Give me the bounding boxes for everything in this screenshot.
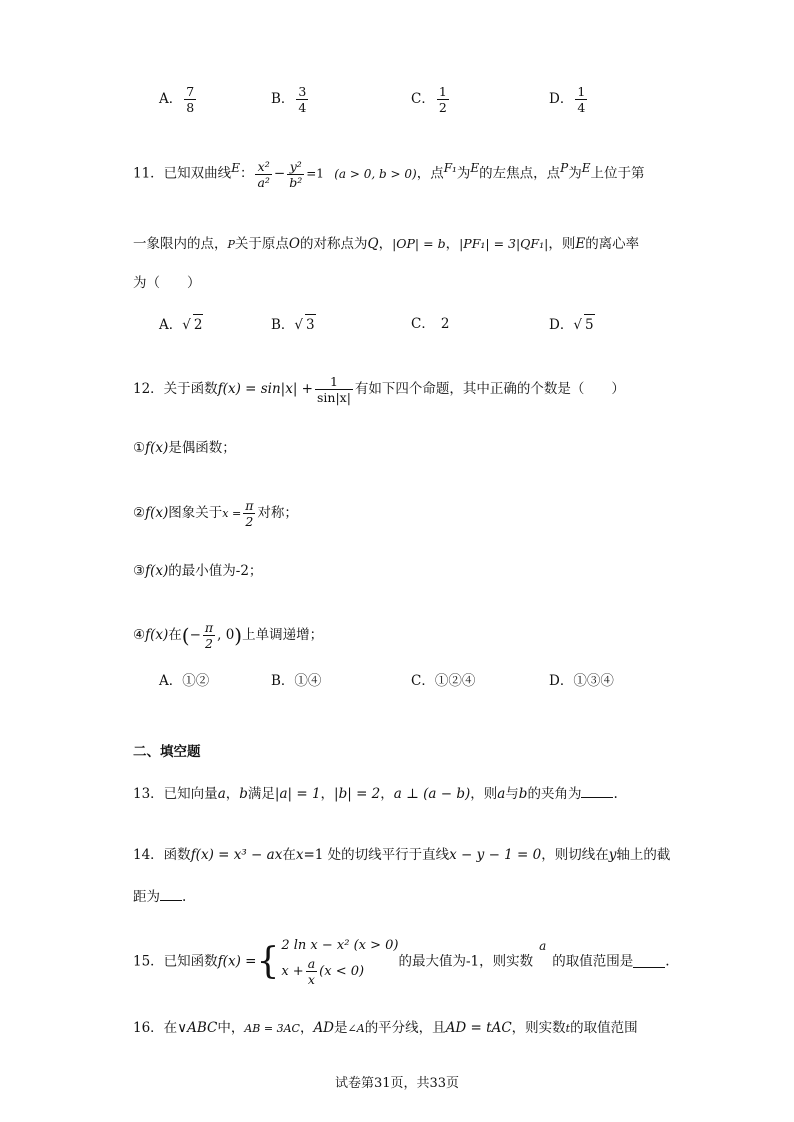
q12-prop-1: ①f(x)是偶函数； <box>133 440 236 456</box>
q10-option-a: A． $\frac{7}{8}$ <box>159 84 195 115</box>
q12-stem: 12．关于函数f(x) = sin|x| + $\frac{1}{\sin|x|}$ 有如下四个命题，其中正确的个数是（ ） <box>133 374 625 405</box>
q11-option-a: A．√ 2 <box>159 314 203 335</box>
q16: 16．在∨ABC中，AB = 3AC，AD是∠A的平分线，且AD = tAC，则实数t的取值范围 <box>133 1020 638 1036</box>
page-footer: 试卷第31页，共33页 <box>334 1076 460 1091</box>
q11-line2: 一象限内的点，P关于原点O的对称点为Q，|OP| = b，|PF₁| = 3|QF₁|，则E的离心率 <box>133 236 640 252</box>
section-title: 二、填空题 <box>133 744 201 760</box>
q12-option-b: B．①④ <box>271 673 322 689</box>
q12-prop-4: ④f(x)在(− $\frac{\pi}{2}$ , 0)上单调递增； <box>133 620 324 651</box>
q11-option-c: C． 2 <box>411 316 450 332</box>
q12-option-d: D．①③④ <box>549 673 614 689</box>
q15: 15．已知函数f(x) ={ 2 ln x − x² (x > 0) x + $\frac{a}{x}$ (x < 0) 的最大值为-1，则实数a的取值范围是 . <box>133 938 670 987</box>
q14-line2: 距为 . <box>133 889 187 905</box>
q10-option-c: C． $\frac{1}{2}$ <box>411 84 447 115</box>
q10-option-b: B． $\frac{3}{4}$ <box>271 84 307 115</box>
q12-option-a: A．①② <box>159 673 210 689</box>
q13-answer-blank[interactable] <box>581 785 613 798</box>
q14-answer-blank[interactable] <box>160 888 182 901</box>
q15-answer-blank[interactable] <box>633 955 665 968</box>
q13: 13．已知向量a，b满足|a| = 1，|b| = 2，a ⊥ (a − b)，则a与b的夹角为 . <box>133 786 618 802</box>
q10-option-d: D． $\frac{1}{4}$ <box>549 84 586 115</box>
q11-line3: 为（ ） <box>133 275 201 291</box>
q14-line1: 14．函数f(x) = x³ − ax在x=1 处的切线平行于直线x − y − 1 = 0，则切线在y轴上的截 <box>133 847 671 863</box>
q12-prop-2: ②f(x)图象关于x = $\frac{\pi}{2}$ 对称； <box>133 498 298 529</box>
q11-option-b: B．√ 3 <box>271 314 316 335</box>
q12-prop-3: ③f(x)的最小值为-2； <box>133 563 263 579</box>
q11-line1: 11．已知双曲线E： $\frac{\text{x²}}{\text{a²}}$ − $\frac{\text{y²}}{\text{b²}}$ =1 (a > 0, b > 0)，点F₁为E的左焦点，点P为E上位于第 <box>133 158 645 190</box>
q12-option-c: C．①②④ <box>411 673 476 689</box>
q11-option-d: D．√ 5 <box>549 314 595 335</box>
